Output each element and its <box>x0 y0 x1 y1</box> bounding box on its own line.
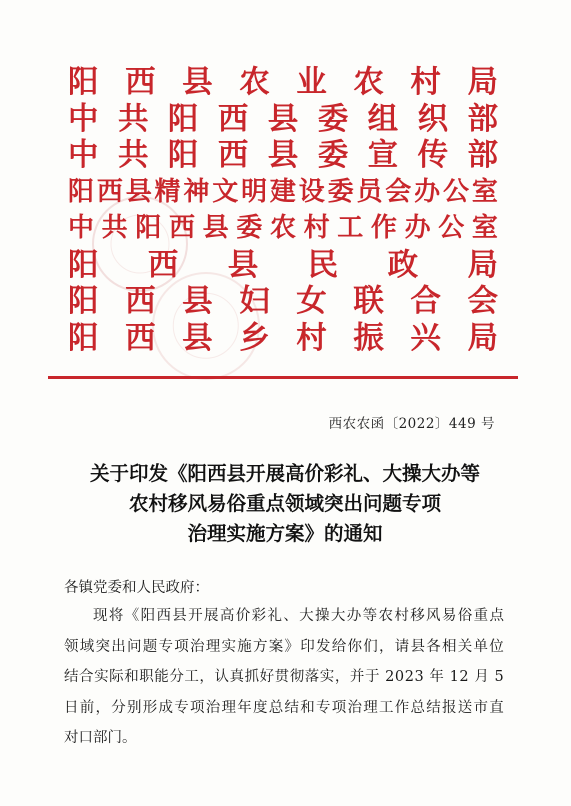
body-character: 彩 <box>251 608 267 624</box>
masthead-character: 委 <box>317 137 349 173</box>
masthead-character: 中 <box>68 137 99 173</box>
masthead-character: 农 <box>269 213 296 243</box>
body-character: 风 <box>426 608 441 624</box>
body-character: 分 <box>111 699 126 716</box>
masthead-character: 政 <box>387 246 419 283</box>
body-character: 项 <box>174 638 189 655</box>
document-number: 西农农函〔2022〕449 号 <box>328 416 495 432</box>
masthead-character: 妇 <box>239 283 270 319</box>
body-character: 域 <box>79 638 95 655</box>
masthead-character: 乡 <box>239 319 270 356</box>
body-character: 重 <box>473 608 489 624</box>
masthead-character: 阳 <box>167 100 199 137</box>
body-character: 俗 <box>457 608 473 624</box>
body-character: 大 <box>299 608 314 624</box>
masthead-character: 公 <box>442 176 469 207</box>
masthead-character: 局 <box>467 319 498 356</box>
body-character: 前 <box>79 699 95 716</box>
body-character: 》 <box>284 638 299 655</box>
body-character: 际 <box>109 669 124 685</box>
masthead-character: 局 <box>467 64 498 100</box>
body-character: 移 <box>410 608 425 624</box>
body-character: 和 <box>124 669 139 685</box>
masthead-character: 组 <box>367 100 399 137</box>
masthead-character: 阳 <box>135 213 162 243</box>
body-character: 年 <box>237 699 252 716</box>
masthead-character: 会 <box>385 176 412 207</box>
masthead-character: 室 <box>471 213 498 243</box>
body-character: 真 <box>229 669 245 685</box>
masthead-character: 西 <box>125 319 156 356</box>
masthead-character: 西 <box>217 137 249 173</box>
body-line <box>64 601 504 632</box>
body-character: 2 <box>385 669 395 685</box>
body-character: 农 <box>378 608 393 624</box>
body-character: 2 <box>459 669 469 685</box>
body-character: 开 <box>188 608 203 624</box>
body-character: 县 <box>410 638 425 655</box>
masthead-character: 精 <box>154 176 181 207</box>
body-character: 问 <box>127 638 142 655</box>
body-character: 高 <box>219 608 235 624</box>
issuing-agencies-masthead <box>68 64 498 356</box>
body-character <box>444 662 449 693</box>
agency-name <box>68 101 498 138</box>
agency-name <box>68 137 498 174</box>
body-character: 西 <box>156 608 171 624</box>
body-character: 度 <box>253 699 268 716</box>
body-line: 对口部门。 <box>64 730 137 746</box>
body-character: 请 <box>394 638 410 655</box>
agency-name <box>68 320 498 357</box>
body-character: 理 <box>205 638 221 655</box>
body-character: 项 <box>190 699 205 716</box>
body-character: 操 <box>315 608 330 624</box>
masthead-character: 共 <box>117 100 149 137</box>
body-character: 给 <box>331 638 347 655</box>
body-character <box>489 662 494 693</box>
masthead-character: 村 <box>296 319 327 356</box>
body-character: 工 <box>379 699 394 716</box>
body-character: 现 <box>93 608 108 624</box>
body-character: 送 <box>457 699 473 716</box>
body-character: 工 <box>184 669 199 685</box>
body-character: 落 <box>304 669 320 685</box>
body-character: 关 <box>457 638 473 655</box>
body-character: 突 <box>95 638 110 655</box>
body-character: 你 <box>347 638 362 655</box>
masthead-character: 文 <box>212 176 239 207</box>
masthead-character: 工 <box>337 213 364 243</box>
body-character: 结 <box>426 699 441 716</box>
body-character: 贯 <box>274 669 290 685</box>
agency-name <box>68 210 498 247</box>
body-character: 等 <box>362 608 378 624</box>
body-character: 于 <box>364 669 380 685</box>
masthead-character: 县 <box>182 319 213 356</box>
masthead-character: 民 <box>307 246 339 283</box>
masthead-character: 业 <box>296 64 327 100</box>
masthead-character: 部 <box>467 137 498 173</box>
body-line <box>64 662 504 693</box>
masthead-character: 阳 <box>68 319 99 356</box>
body-character: 治 <box>190 638 205 655</box>
masthead-character: 村 <box>410 64 441 100</box>
body-character: ， <box>379 638 394 655</box>
document-title-line-2: 农村移风易俗重点领域突出问题专项 <box>128 492 441 515</box>
body-character: 1 <box>449 669 459 685</box>
body-character: 实 <box>94 669 109 685</box>
body-character: 出 <box>111 638 126 655</box>
body-character: 专 <box>174 699 189 716</box>
masthead-character: 员 <box>356 176 383 207</box>
masthead-character: 中 <box>68 213 95 243</box>
body-character: 月 <box>474 669 489 685</box>
red-separator-line <box>48 376 518 379</box>
masthead-character: 设 <box>298 176 325 207</box>
body-character: 结 <box>64 669 79 685</box>
body-character: 实 <box>319 669 335 685</box>
masthead-character: 西 <box>125 283 156 319</box>
masthead-character: 会 <box>467 283 498 319</box>
masthead-character: 县 <box>125 176 152 207</box>
masthead-character: 村 <box>303 213 330 243</box>
body-character: 专 <box>158 638 173 655</box>
body-character: 易 <box>441 608 457 624</box>
agency-name <box>68 283 498 320</box>
body-character: 职 <box>139 669 154 685</box>
masthead-character: 中 <box>68 100 99 137</box>
body-character: 相 <box>442 638 457 655</box>
body-character: 年 <box>429 669 444 685</box>
masthead-character: 共 <box>117 137 149 173</box>
masthead-character: 公 <box>438 213 465 243</box>
masthead-character: 县 <box>202 213 229 243</box>
body-character: 发 <box>316 638 331 655</box>
body-character: 单 <box>473 638 488 655</box>
masthead-character: 建 <box>269 176 296 207</box>
body-character <box>380 662 385 693</box>
masthead-character: 阳 <box>68 246 99 283</box>
body-character: 作 <box>394 699 410 716</box>
body-character: 治 <box>347 699 362 716</box>
masthead-character: 女 <box>296 283 327 319</box>
document-title-line-3: 治理实施方案》的通知 <box>187 522 383 545</box>
body-character: 和 <box>300 699 315 716</box>
body-character: ， <box>199 669 214 685</box>
body-character: ， <box>334 669 350 685</box>
masthead-character: 织 <box>417 100 449 137</box>
masthead-character: 委 <box>317 100 349 137</box>
masthead-character: 合 <box>410 283 441 319</box>
body-character: 治 <box>205 699 221 716</box>
body-character: 大 <box>330 608 346 624</box>
masthead-character: 宣 <box>367 137 399 173</box>
body-character: 日 <box>64 699 79 716</box>
masthead-character: 西 <box>217 100 249 137</box>
masthead-character: 局 <box>467 246 498 283</box>
body-character: 阳 <box>140 608 156 624</box>
body-character: 市 <box>473 699 488 716</box>
body-character: 、 <box>283 608 298 624</box>
body-line <box>64 632 504 663</box>
masthead-character: 西 <box>96 176 123 207</box>
masthead-character: 办 <box>414 176 441 207</box>
body-character: 施 <box>237 638 252 655</box>
body-character: 总 <box>410 699 425 716</box>
body-character: 领 <box>64 638 79 655</box>
body-character: 5 <box>494 669 504 685</box>
body-character: 印 <box>300 638 315 655</box>
body-character: 0 <box>394 669 405 685</box>
body-character <box>469 662 474 693</box>
masthead-character: 西 <box>147 246 179 283</box>
masthead-character: 西 <box>168 213 195 243</box>
masthead-character: 振 <box>353 319 384 356</box>
masthead-character: 县 <box>267 100 299 137</box>
body-character: 好 <box>259 669 275 685</box>
body-line <box>64 693 504 724</box>
body-character: 们 <box>363 638 378 655</box>
body-character: 点 <box>489 608 504 624</box>
body-character: 专 <box>316 699 331 716</box>
body-character: 报 <box>442 699 457 716</box>
masthead-character: 联 <box>353 283 384 319</box>
body-character: 县 <box>172 608 187 624</box>
masthead-character: 传 <box>417 137 449 173</box>
body-character: 分 <box>169 669 184 685</box>
body-character: 3 <box>414 669 424 685</box>
masthead-character: 阳 <box>68 176 95 207</box>
masthead-character: 阳 <box>68 64 99 100</box>
body-character: 彻 <box>289 669 305 685</box>
body-character: 结 <box>284 699 299 716</box>
salutation: 各镇党委和人民政府： <box>64 580 209 596</box>
body-character: 成 <box>158 699 173 716</box>
agency-name <box>68 247 498 284</box>
masthead-character: 作 <box>370 213 397 243</box>
masthead-character: 室 <box>471 176 498 207</box>
body-character: 办 <box>346 608 362 624</box>
masthead-character: 农 <box>239 64 270 100</box>
agency-name <box>68 174 498 211</box>
body-character: 形 <box>142 699 158 716</box>
body-character: 方 <box>253 638 268 655</box>
masthead-character: 县 <box>227 246 259 283</box>
masthead-character: 委 <box>236 213 263 243</box>
body-character: 2 <box>404 669 414 685</box>
body-character: 展 <box>204 608 219 624</box>
body-character <box>424 662 429 693</box>
masthead-character: 西 <box>125 64 156 100</box>
body-character: 案 <box>268 638 284 655</box>
body-character: 项 <box>331 699 347 716</box>
masthead-character: 共 <box>101 213 128 243</box>
body-character: 价 <box>235 608 251 624</box>
masthead-character: 县 <box>267 137 299 173</box>
body-character: 理 <box>221 699 236 716</box>
body-character: ， <box>95 699 110 716</box>
masthead-character: 阳 <box>68 283 99 319</box>
body-character: 抓 <box>244 669 260 685</box>
body-character: 礼 <box>267 608 282 624</box>
body-character: 题 <box>142 638 158 655</box>
masthead-character: 神 <box>183 176 210 207</box>
masthead-character: 部 <box>467 100 498 137</box>
body-character: 实 <box>221 638 236 655</box>
masthead-character: 县 <box>182 283 213 319</box>
masthead-character: 办 <box>404 213 431 243</box>
masthead-character: 兴 <box>410 319 441 356</box>
document-title-line-1: 关于印发《阳西县开展高价彩礼、大操大办等 <box>89 462 480 485</box>
body-character: 别 <box>127 699 142 716</box>
body-character: 各 <box>426 638 441 655</box>
masthead-character: 委 <box>327 176 354 207</box>
body-character: 理 <box>363 699 378 716</box>
body-character: 总 <box>268 699 284 716</box>
masthead-character: 阳 <box>167 137 199 173</box>
body-character: 位 <box>489 638 504 655</box>
agency-name <box>68 64 498 101</box>
masthead-character: 明 <box>241 176 268 207</box>
body-paragraph <box>64 601 504 754</box>
body-character: 《 <box>124 608 140 624</box>
body-character: 合 <box>79 669 94 685</box>
body-character: 村 <box>394 608 409 624</box>
body-character: 能 <box>154 669 169 685</box>
body-character: 将 <box>108 608 124 624</box>
body-character: 直 <box>489 699 504 716</box>
masthead-character: 县 <box>182 64 213 100</box>
body-character: 并 <box>349 669 365 685</box>
masthead-character: 农 <box>353 64 384 100</box>
body-character: 认 <box>214 669 229 685</box>
